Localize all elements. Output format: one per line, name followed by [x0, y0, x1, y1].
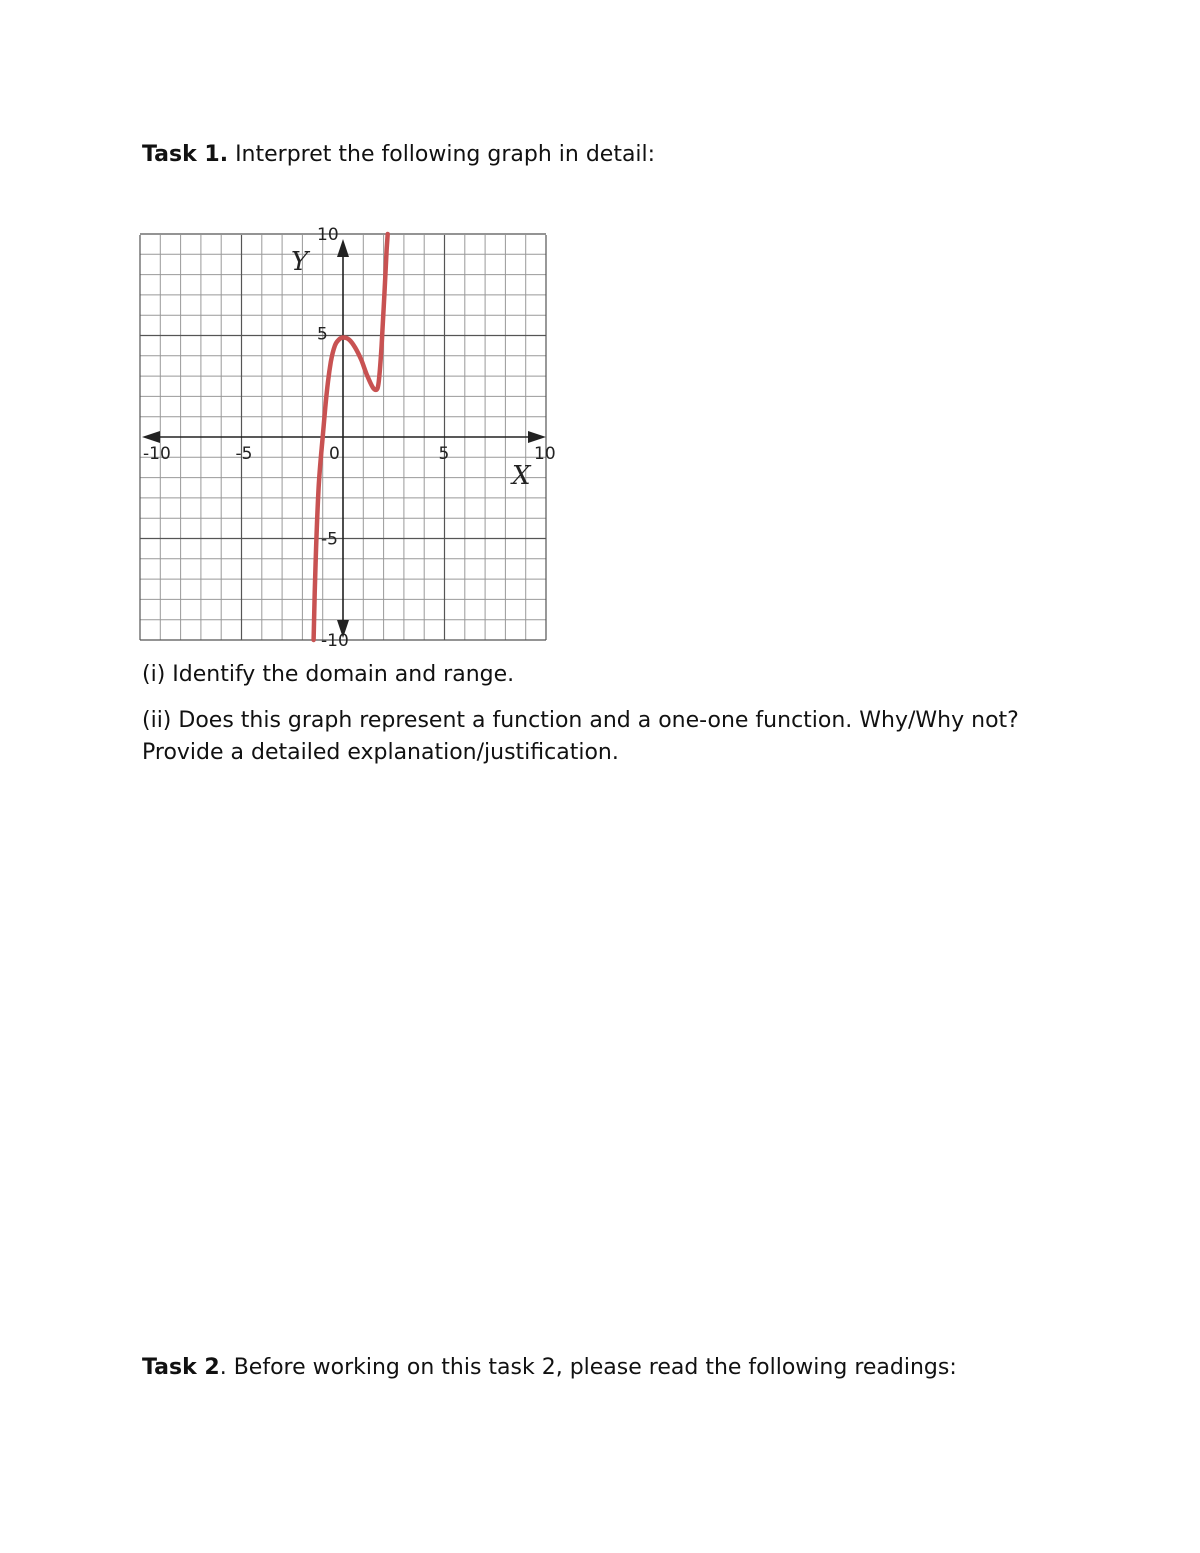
y-tick-label: 5 [317, 324, 328, 345]
y-axis-label: Y [291, 247, 309, 277]
x-tick-label: 5 [438, 444, 450, 464]
x-tick-label: 10 [534, 444, 556, 464]
task2-text: . Before working on this task 2, please read the following readings: [219, 1355, 957, 1380]
x-tick-label: -10 [143, 444, 171, 464]
function-graph [140, 225, 556, 651]
x-tick-label: -5 [235, 444, 253, 464]
y-tick-label: 10 [317, 225, 339, 245]
y-tick-label: -10 [321, 631, 349, 651]
task2-heading [142, 1352, 957, 1384]
task2-label: Task 2 [142, 1355, 220, 1380]
question-i: (i) Identify the domain and range. [142, 662, 515, 687]
x-tick-label: 0 [329, 444, 340, 464]
task1-label: Task 1. [142, 142, 229, 167]
tick-labels [143, 225, 556, 651]
question-ii: (ii) Does this graph represent a function and a one-one function. Why/Why not? Provide a detailed explanation/justification. [142, 708, 1019, 765]
y-tick-label: -5 [321, 529, 338, 550]
task1-heading [142, 139, 655, 171]
y-axis-arrow-up [337, 239, 349, 257]
x-axis-arrow-right [528, 431, 546, 443]
task1-text: Interpret the following graph in detail: [228, 142, 656, 167]
x-axis-label: X [512, 461, 531, 491]
x-axis-arrow-left [142, 431, 160, 443]
